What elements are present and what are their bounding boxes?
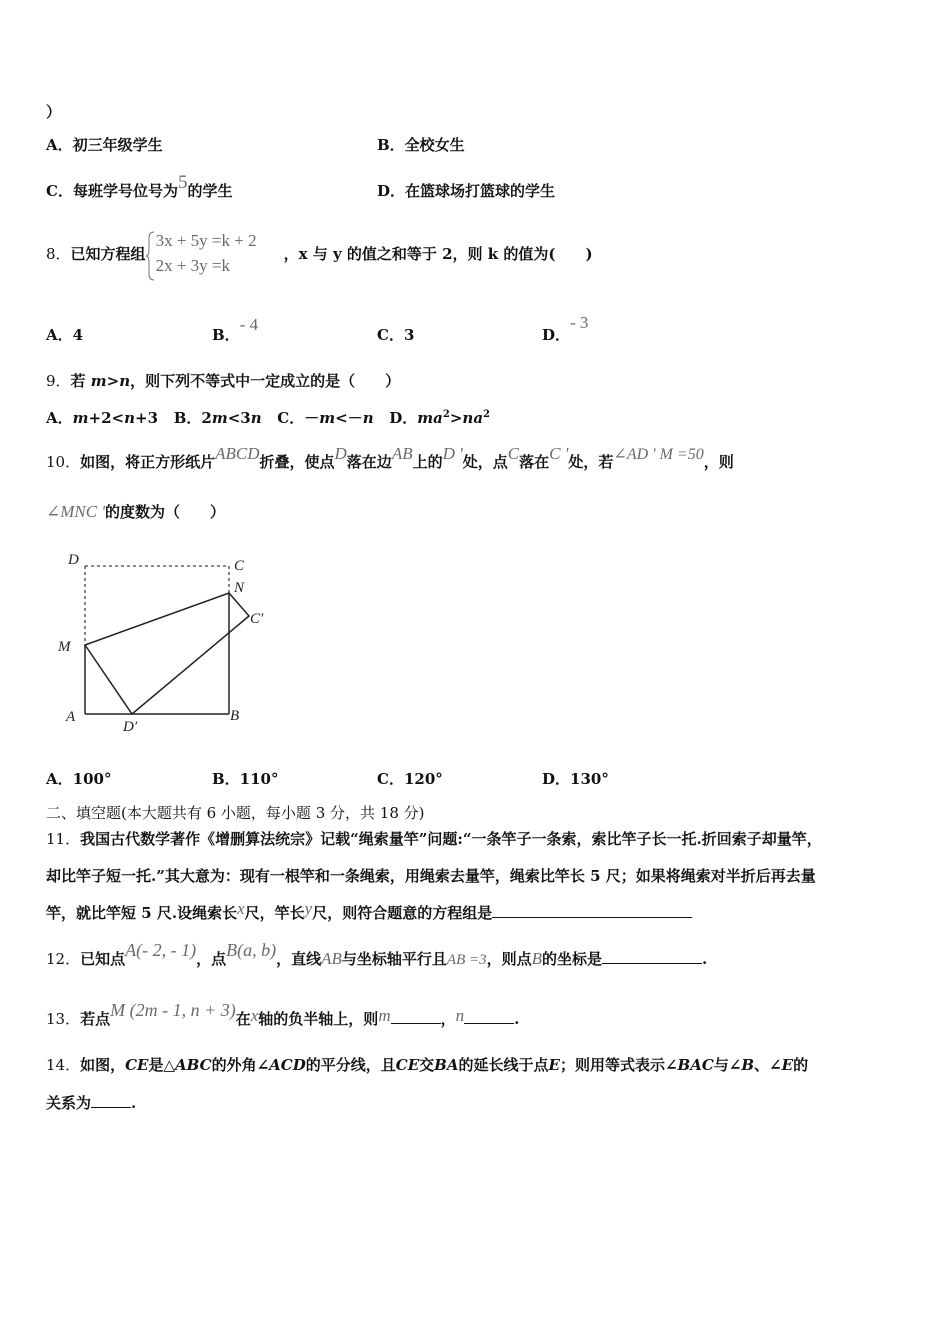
- fig-fold-polygon: [85, 593, 249, 714]
- q10-t6: 落在: [519, 453, 550, 471]
- q9-opt-a-end: +3: [135, 409, 159, 427]
- q14-t8: 与∠: [713, 1056, 742, 1074]
- q13-math-x: x: [250, 1006, 259, 1025]
- q11-line1: [46, 829, 822, 849]
- q10-math-abcd: ABCD: [215, 444, 260, 463]
- q11-line2: 却比竿子短一托.”其大意为：现有一根竿和一条绳索，用绳索去量竿，绳索比竿长 5 尺；如果将绳索对半折后再去量: [46, 867, 816, 885]
- section-2-title: 二、填空题(本大题共有 6 小题，每小题 3 分，共 18 分): [46, 804, 425, 822]
- q14-answer-blank[interactable]: [91, 1093, 131, 1108]
- q9-var-n: n: [119, 372, 131, 390]
- q9-number: 9．: [46, 372, 71, 390]
- q9-stem-b: ，则下列不等式中一定成立的是（ ）: [130, 372, 401, 390]
- q10-t8: ，则: [703, 453, 734, 471]
- q10-t1: 如图，将正方形纸片: [80, 453, 216, 471]
- q9-opt-d-na: na: [462, 409, 484, 427]
- fig-label-b: B: [230, 708, 240, 724]
- q14-t5: 交: [419, 1056, 435, 1074]
- q9-stem-a: 若: [70, 372, 91, 390]
- q12-t7: .: [702, 950, 708, 968]
- q12-math-b: B: [531, 949, 543, 968]
- q10-math-ab: AB: [391, 444, 413, 463]
- q9-option-c: [277, 409, 373, 427]
- q7-option-b: B．全校女生: [377, 136, 465, 154]
- q13-t4: ，: [440, 1010, 456, 1028]
- q10-math-mnc: ∠MNC ': [46, 502, 105, 521]
- q11-line3-a: 竿，就比竿短 5 尺.设绳索长: [46, 904, 238, 922]
- q7-option-d: D．在篮球场打篮球的学生: [377, 182, 556, 200]
- brace-icon: [146, 231, 155, 281]
- q7-option-c-pre: C．每班学号位号为: [46, 182, 178, 200]
- q14-ba: BA: [434, 1056, 459, 1074]
- q9-opt-a-m: m: [72, 409, 89, 427]
- q10-t2: 折叠，使点: [259, 453, 335, 471]
- q9-opt-a-mid: +2<: [88, 409, 125, 427]
- q14-e2: E: [781, 1056, 794, 1074]
- q9-opt-d-ma: ma: [417, 409, 443, 427]
- q8-option-a: A．4: [46, 326, 84, 344]
- q7-option-c: [46, 172, 233, 201]
- q14-line2: [46, 1093, 136, 1113]
- q8-stem: [46, 228, 593, 281]
- q8-equation-2: 2x + 3y =k: [155, 256, 230, 275]
- q9-opt-b-mid: <3: [227, 409, 251, 427]
- q14-abc: ABC: [175, 1056, 212, 1074]
- q10-option-c: C．120°: [377, 770, 443, 788]
- q8-number: 8．: [46, 245, 71, 263]
- q9-opt-d-sq1: 2: [442, 409, 450, 420]
- q9-opt-b-label: B．2: [173, 409, 212, 427]
- q13-math-m: m: [378, 1006, 391, 1025]
- q14-b: B: [741, 1056, 755, 1074]
- q9-opt-c-m: m: [319, 409, 336, 427]
- q12-answer-blank[interactable]: [602, 949, 702, 964]
- q12-math-ab3: AB =3: [446, 952, 487, 968]
- q12-t3: ，直线: [276, 950, 322, 968]
- q12-math-point-a: A(- 2, - 1): [125, 940, 197, 960]
- fig-label-c: C: [234, 558, 245, 574]
- q14-t9: 、∠: [754, 1056, 782, 1074]
- q14-t10: 的: [793, 1056, 809, 1074]
- q8-option-d-value: - 3: [570, 313, 589, 332]
- q12-t6: 的坐标是: [542, 950, 603, 968]
- q9-opt-a-label: A．: [46, 409, 73, 427]
- q8-option-d: [542, 313, 589, 345]
- fig-label-cprime: C′: [250, 611, 264, 627]
- q9-opt-d-label: D．: [389, 409, 418, 427]
- q10-t3: 落在边: [346, 453, 392, 471]
- q7-option-c-num: 5: [177, 172, 188, 193]
- q7-option-c-post: 的学生: [187, 182, 233, 200]
- q11-line3-b: 尺，竿长: [244, 904, 305, 922]
- q12-t2: ，点: [196, 950, 227, 968]
- q9-opt-c-n: n: [362, 409, 374, 427]
- q13-number: 13．: [46, 1010, 81, 1028]
- q14-line2-end: .: [131, 1094, 137, 1112]
- q14-e: E: [548, 1056, 560, 1074]
- q12-math-ab: AB: [321, 949, 342, 968]
- q8-equation-1: 3x + 5y =k + 2: [155, 231, 257, 250]
- q10-option-d: D．130°: [542, 770, 609, 788]
- q10-t7: 处，若: [568, 453, 614, 471]
- q14-t3: 的外角∠: [211, 1056, 270, 1074]
- q10-t5: 处，点: [462, 453, 508, 471]
- fig-label-a: A: [66, 709, 76, 725]
- q12-t5: ，则点: [486, 950, 532, 968]
- q10-stem-line2: [46, 502, 225, 522]
- q14-t1: 如图，: [80, 1056, 126, 1074]
- q9-opt-b-m: m: [211, 409, 228, 427]
- q9-option-b: [174, 409, 262, 427]
- q13-t1: 若点: [80, 1010, 111, 1028]
- fig-label-dprime: D′: [123, 719, 138, 735]
- q12-t4: 与坐标轴平行且: [341, 950, 447, 968]
- q9-opt-d-gt: >: [449, 409, 463, 427]
- q11-math-y: y: [304, 899, 313, 918]
- q10-number: 10．: [46, 453, 81, 471]
- q13-math-point-m: M (2m - 1, n + 3): [110, 1000, 236, 1020]
- q10-t9: 的度数为（ ）: [104, 503, 225, 521]
- q13-t3: 轴的负半轴上，则: [258, 1010, 379, 1028]
- q10-option-a: A．100°: [46, 770, 112, 788]
- q10-stem-line1: [46, 444, 734, 473]
- q9-opt-b-n: n: [250, 409, 262, 427]
- q10-folded-square-figure: [52, 548, 282, 738]
- q10-math-dprime: D ': [442, 444, 463, 463]
- q7-option-a: A．初三年级学生: [46, 136, 163, 154]
- q14-line1: [46, 1055, 808, 1075]
- q11-number: 11．: [46, 830, 81, 848]
- q11-math-x: x: [237, 899, 245, 918]
- q9-stem: [46, 371, 400, 391]
- q11-line1-text: 我国古代数学著作《增删算法统宗》记载“绳索量竿”问题:“一条竿子一条索，索比竿子长一托.折回索子却量竿，: [80, 830, 822, 848]
- q8-text-post: ，x 与 y 的值之和等于 2，则 k 的值为( ): [283, 245, 593, 263]
- fig-label-d: D: [68, 552, 79, 568]
- q14-t2: 是△: [148, 1056, 176, 1074]
- q9-options: [46, 405, 490, 428]
- q12-t1: 已知点: [80, 950, 126, 968]
- fig-label-m: M: [58, 639, 71, 655]
- q14-t4: 的平分线，且: [305, 1056, 396, 1074]
- q14-t7: ；则用等式表示∠: [559, 1056, 678, 1074]
- q10-math-angle: ∠AD ' M =50: [613, 446, 704, 463]
- q7-tail: ）: [46, 103, 62, 121]
- q8-equation-system: [146, 229, 284, 281]
- q10-t4: 上的: [412, 453, 443, 471]
- q8-option-b: [212, 315, 259, 345]
- q14-ce2: CE: [395, 1056, 420, 1074]
- q14-bac: BAC: [677, 1056, 714, 1074]
- q10-math-d: D: [334, 444, 347, 463]
- q8-option-d-label: D．: [542, 326, 571, 344]
- q11-line3-c: 尺，则符合题意的方程组是: [312, 904, 493, 922]
- q8-option-c: C．3: [377, 326, 415, 344]
- q13-blank-n[interactable]: [464, 1009, 514, 1024]
- q8-option-b-label: B．: [212, 326, 240, 344]
- q13-stem: [46, 1000, 520, 1029]
- q12-stem: [46, 940, 708, 970]
- q9-option-a: [46, 409, 158, 427]
- q13-blank-m[interactable]: [391, 1009, 441, 1024]
- q12-number: 12．: [46, 950, 81, 968]
- q13-math-n: n: [455, 1006, 465, 1025]
- q14-line2-text: 关系为: [46, 1094, 92, 1112]
- q9-opt-c-label: C．－: [277, 409, 320, 427]
- q10-math-cprime: C ': [549, 444, 569, 463]
- q12-math-point-b: B(a, b): [226, 940, 277, 960]
- q9-option-d: [389, 409, 490, 427]
- q8-option-b-value: - 4: [239, 315, 259, 334]
- q14-number: 14．: [46, 1056, 81, 1074]
- q11-answer-blank[interactable]: [492, 903, 692, 918]
- q9-opt-a-n: n: [124, 409, 135, 427]
- q14-acd: ACD: [269, 1056, 306, 1074]
- q13-t2: 在: [235, 1010, 251, 1028]
- fig-label-n: N: [234, 580, 245, 596]
- q9-var-m: m: [90, 372, 107, 390]
- q11-line3: [46, 899, 692, 923]
- q9-opt-c-mid: <－: [335, 409, 363, 427]
- q14-ce: CE: [125, 1056, 149, 1074]
- q9-opt-d-sq2: 2: [483, 409, 491, 420]
- q13-t5: .: [514, 1010, 520, 1028]
- q14-t6: 的延长线于点: [458, 1056, 549, 1074]
- q8-text-pre: 已知方程组: [70, 245, 146, 263]
- q9-gt: >: [106, 372, 120, 390]
- q10-option-b: B．110°: [212, 770, 279, 788]
- q10-math-c: C: [507, 444, 520, 463]
